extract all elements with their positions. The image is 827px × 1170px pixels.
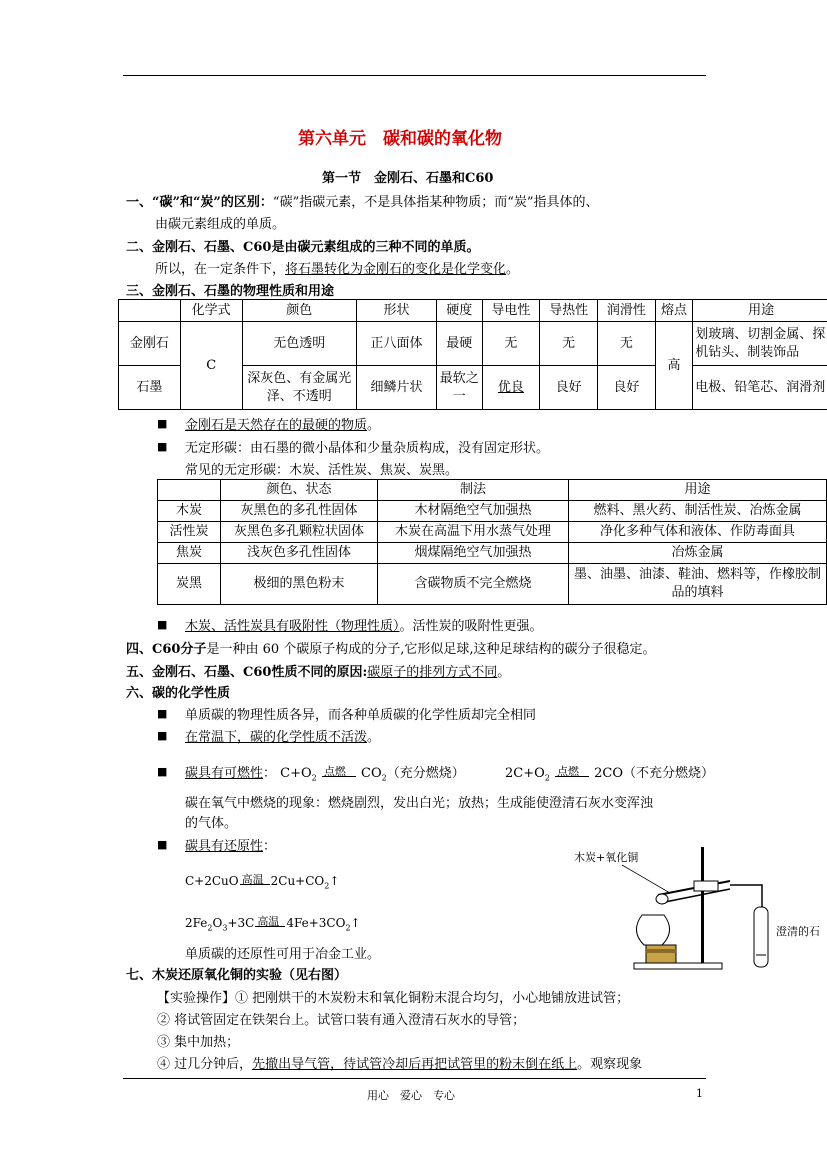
bullet-icon: ■	[157, 440, 168, 453]
table-row	[158, 522, 827, 543]
amorphous-carbon-table	[157, 479, 827, 605]
table-header-cell: 制法	[378, 480, 569, 501]
note-b: 将石墨转化为金刚石的变化是化学变化	[285, 262, 507, 277]
footer-rule	[123, 1078, 706, 1079]
table-cell: 优良	[482, 366, 540, 410]
page-footer: 用心 爱心 专心	[367, 1089, 455, 1102]
p4-heading: 四、C60分子	[126, 642, 207, 657]
properties-table	[118, 299, 827, 410]
table-header-row	[158, 480, 827, 501]
note-c: 。	[506, 262, 520, 277]
bullet-text-5	[185, 726, 380, 745]
eq3-left: C+2CuO	[185, 874, 239, 888]
table-cell: C	[180, 322, 242, 410]
equation-reduction-1: C+2CuO 高温 $2Cu+CO_2↑$	[185, 873, 340, 891]
table-cell: 高	[655, 322, 692, 410]
b7-colon: ：	[263, 839, 277, 854]
bullet-text-2-sub: 常见的无定形碳：木炭、活性炭、焦炭、炭黑。	[185, 463, 459, 478]
section-heading: 第一节 金刚石、石墨和C60	[322, 171, 494, 186]
table-cell: 木炭在高温下用水蒸气处理	[378, 522, 569, 543]
heading-6: 六、碳的化学性质	[126, 686, 231, 701]
bullet-icon: ■	[157, 729, 168, 742]
header-rule	[123, 75, 706, 76]
heading-7: 七、木炭还原氧化铜的实验（见右图）	[126, 968, 348, 983]
table-header-cell: 用途	[569, 480, 827, 501]
table-header-cell: 颜色、状态	[221, 480, 378, 501]
table-cell: 烟煤隔绝空气加强热	[378, 543, 569, 564]
page-title: 第六单元 碳和碳的氧化物	[298, 129, 502, 149]
bullet-text-4: 单质碳的物理性质各异，而各种单质碳的化学性质却完全相同	[185, 708, 537, 723]
table-cell: 浅灰色多孔性固体	[221, 543, 378, 564]
b3-a: 木炭、活性炭具有吸附性（物理性质）	[185, 619, 400, 634]
table-header-cell: 颜色	[242, 300, 356, 322]
table-cell: 木材隔绝空气加强热	[378, 501, 569, 522]
paragraph-4	[126, 638, 656, 657]
reduction-desc: 单质碳的还原性可用于冶金工业。	[185, 947, 381, 962]
equation-combustion-2: $2C+O_2$ 点燃 2CO（不充分燃烧）	[505, 765, 715, 783]
eq2-left: 2C+O	[505, 766, 545, 781]
b1-text: 金刚石是天然存在的最硬的物质	[185, 418, 368, 433]
bullet-icon: ■	[157, 707, 168, 720]
heading-1: 一、“碳”和“炭”的区别：	[126, 195, 273, 210]
table-row	[119, 322, 827, 366]
table-cell: 墨、油墨、油漆、鞋油、燃料等，作橡胶制品的填料	[569, 564, 827, 605]
text-1: “碳”指碳元素，不是具体指某种物质；而“炭”指具体的、	[272, 195, 599, 210]
eq4-left: 2Fe	[185, 916, 208, 930]
eq3-cond: 高温	[241, 873, 264, 886]
step4-a: ④ 过几分钟后，	[157, 1057, 253, 1072]
table-cell: 木炭	[158, 501, 221, 522]
bullet-icon: ■	[157, 765, 168, 778]
apparatus-figure	[570, 845, 827, 977]
step-2: ② 将试管固定在铁架台上。试管口装有通入澄清石灰水的导管；	[157, 1013, 526, 1028]
table-cell: 无	[482, 322, 540, 366]
table-cell: 电极、铅笔芯、润滑剂	[693, 366, 827, 410]
b5-end: 。	[367, 730, 381, 745]
bullet-icon: ■	[157, 838, 168, 851]
table-cell: 划玻璃、切割金属、探机钻头、制装饰品	[693, 322, 827, 366]
paragraph-1-cont: 由碳元素组成的单质。	[155, 217, 286, 232]
table-header-cell: 化学式	[180, 300, 242, 322]
table-cell: 冶炼金属	[569, 543, 827, 564]
eq4-arrow	[255, 915, 285, 928]
table-row	[158, 564, 827, 605]
eq2-arrow	[555, 765, 589, 778]
table-row	[158, 543, 827, 564]
paragraph-1	[126, 191, 599, 210]
table-header-row	[119, 300, 827, 322]
eq1-note: （充分燃烧）	[386, 766, 465, 781]
bullet-text-7	[185, 835, 276, 854]
b5-text: 在常温下，碳的化学性质不活泼	[185, 730, 368, 745]
b6-label: 碳具有可燃性	[185, 766, 264, 781]
step4-c: 。观察现象	[577, 1057, 643, 1072]
step-3: ③ 集中加热；	[157, 1035, 240, 1050]
table-header-cell: 润滑性	[598, 300, 656, 322]
table-cell: 最硬	[437, 322, 483, 366]
heading-2: 二、金刚石、石墨、C60是由碳元素组成的三种不同的单质。	[126, 240, 480, 255]
table-cell: 含碳物质不完全燃烧	[378, 564, 569, 605]
eq3-right: 2Cu+CO	[270, 874, 325, 888]
step-4	[157, 1053, 642, 1072]
eq1-left: C+O	[280, 766, 312, 781]
equation-combustion-1: 碳具有可燃性： $C+O_2$ 点燃 $CO_2$（充分燃烧）	[185, 765, 465, 783]
table-cell: 石墨	[119, 366, 181, 410]
equation-reduction-2: $2Fe_2O_3+3C$ 高温 $4Fe+3CO_2↑$	[185, 915, 361, 933]
fig-label-tube: 木炭+氧化铜	[574, 851, 639, 864]
paragraph-2-note	[155, 258, 519, 277]
p5-end: 。	[497, 665, 511, 680]
bullet-icon: ■	[157, 618, 168, 631]
table-cell: 极细的黑色粉末	[221, 564, 378, 605]
eq4-mid: +3C	[227, 916, 255, 930]
table-header-cell	[119, 300, 181, 322]
bullet-icon: ■	[157, 417, 168, 430]
eq4-right: 4Fe+3CO	[286, 916, 346, 930]
table-cell: 无	[540, 322, 598, 366]
bullet-text-1	[185, 414, 380, 433]
heading-3: 三、金刚石、石墨的物理性质和用途	[126, 284, 335, 299]
eq1-right: CO	[361, 766, 382, 781]
table-cell: 深灰色、有金属光泽、不透明	[242, 366, 356, 410]
table-cell: 良好	[598, 366, 656, 410]
page-number: 1	[696, 1087, 703, 1100]
table-cell: 活性炭	[158, 522, 221, 543]
table-cell: 炭黑	[158, 564, 221, 605]
note-a: 所以，在一定条件下，	[155, 262, 286, 277]
table-header-cell: 熔点	[655, 300, 692, 322]
table-cell: 金刚石	[119, 322, 181, 366]
table-header-cell	[158, 480, 221, 501]
table-cell: 燃料、黑火药、制活性炭、冶炼金属	[569, 501, 827, 522]
table-header-cell: 形状	[357, 300, 437, 322]
table-cell: 细鳞片状	[357, 366, 437, 410]
table-cell: 良好	[540, 366, 598, 410]
eq2-cond: 点燃	[557, 765, 580, 778]
table-cell: 最软之一	[437, 366, 483, 410]
p5-heading: 五、金刚石、石墨、C60性质不同的原因:	[126, 665, 368, 680]
p5-text: 碳原子的排列方式不同	[367, 665, 498, 680]
table-header-cell: 导电性	[482, 300, 540, 322]
eq4-cond: 高温	[257, 915, 280, 928]
paragraph-5	[126, 661, 510, 680]
eq1-arrow	[322, 765, 356, 778]
table-cell: 无色透明	[242, 322, 356, 366]
bullet-text-3	[185, 615, 543, 634]
b3-b: 。活性炭的吸附性更强。	[399, 619, 543, 634]
table-header-cell: 硬度	[437, 300, 483, 322]
table-cell: 正八面体	[357, 322, 437, 366]
table-cell: 净化多种气体和液体、作防毒面具	[569, 522, 827, 543]
table-row	[158, 501, 827, 522]
table-cell: 灰黑色多孔颗粒状固体	[221, 522, 378, 543]
combustion-desc-2: 的气体。	[185, 816, 238, 831]
combustion-desc-1: 碳在氧气中燃烧的现象：燃烧剧烈，发出白光；放热；生成能使澄清石灰水变浑浊	[185, 796, 654, 811]
eq3-arrow	[240, 873, 270, 886]
table-header-cell: 导热性	[540, 300, 598, 322]
step-1: 【实验操作】① 把刚烘干的木炭粉末和氧化铜粉末混合均匀，小心地铺放进试管；	[157, 991, 630, 1006]
p4-text: 是一种由 60 个碳原子构成的分子,它形似足球,这种足球结构的碳分子很稳定。	[206, 642, 656, 657]
table-cell: 灰黑色的多孔性固体	[221, 501, 378, 522]
b6-colon: ：	[263, 766, 277, 781]
table-header-cell: 用途	[693, 300, 827, 322]
b1-end: 。	[367, 418, 381, 433]
eq1-cond: 点燃	[323, 765, 346, 778]
fig-label-limewater: 澄清的石	[776, 925, 820, 938]
eq2-right: 2CO（不充分燃烧）	[594, 766, 715, 781]
table-cell: 焦炭	[158, 543, 221, 564]
b7-label: 碳具有还原性	[185, 839, 264, 854]
bullet-text-2: 无定形碳：由石墨的微小晶体和少量杂质构成，没有固定形状。	[185, 441, 550, 456]
table-cell: 无	[598, 322, 656, 366]
step4-b: 先撤出导气管，待试管冷却后再把试管里的粉末倒在纸上	[252, 1057, 578, 1072]
